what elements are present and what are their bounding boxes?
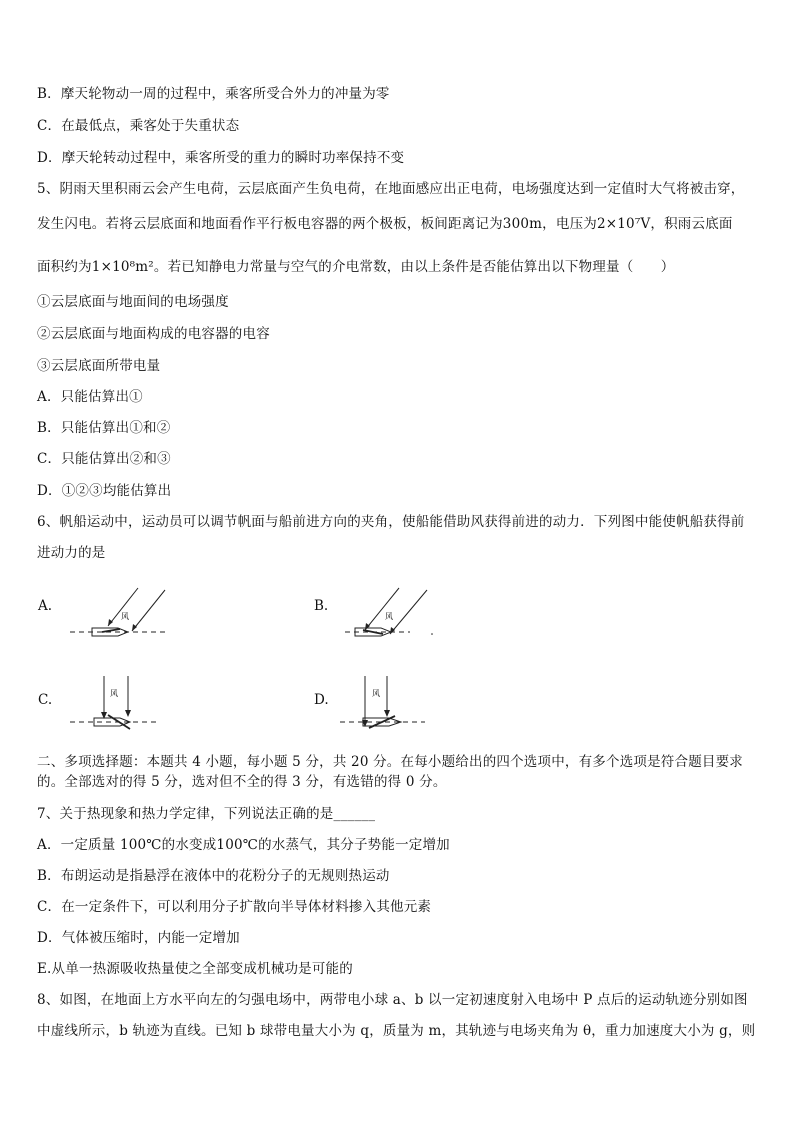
- fig-a-wind-label: 风: [121, 612, 129, 621]
- section-2-header: 二、多项选择题：本题共 4 小题，每小题 5 分，共 20 分。在每小题给出的四个选项中，有多个选项是符合题目要求的。全部选对的得 5 分，选对但不全的得 3 分，有选错的得 0 分。: [37, 754, 744, 790]
- q7-option-a: A．一定质量 100℃的水变成100℃的水蒸气，其分子势能一定增加: [37, 837, 450, 853]
- q7-option-e: E.从单一热源吸收热量使之全部变成机械功是可能的: [37, 961, 353, 977]
- q5-item-1: ①云层底面与地面间的电场强度: [37, 294, 229, 310]
- q6-stem-line1: 6、帆船运动中，运动员可以调节帆面与船前进方向的夹角，使船能借助风获得前进的动力．下列图中能使帆船获得前: [37, 514, 745, 530]
- q7-option-b: B．布朗运动是指悬浮在液体中的花粉分子的无规则热运动: [37, 868, 390, 884]
- q5-item-3: ③云层底面所带电量: [37, 358, 161, 374]
- fig-b-wind-label: 风: [385, 612, 393, 621]
- sail-figure-c: [60, 672, 170, 734]
- q5-option-b: B．只能估算出①和②: [37, 420, 171, 436]
- q5-stem-line3: 面积约为1×10⁸m²。若已知静电力常量与空气的介电常数，由以上条件是否能估算出以下物理量（ ）: [37, 259, 675, 275]
- fig-c-letter: C.: [38, 692, 53, 708]
- fig-d-wind-label: 风: [372, 689, 380, 698]
- fig-b-letter: B.: [314, 598, 329, 614]
- q5-option-d: D．①②③均能估算出: [37, 483, 172, 499]
- q5-option-c: C．只能估算出②和③: [37, 451, 171, 467]
- q5-option-a: A．只能估算出①: [37, 389, 143, 405]
- q5-stem-line2: 发生闪电。若将云层底面和地面看作平行板电容器的两个极板，板间距离记为300m，电压为2×10⁷V，积雨云底面: [37, 216, 733, 232]
- q7-stem: 7、关于热现象和热力学定律，下列说法正确的是______: [37, 806, 376, 822]
- q8-stem-line1: 8、如图，在地面上方水平向左的匀强电场中，两带电小球 a、b 以一定初速度射入电场中 P 点后的运动轨迹分别如图: [37, 992, 748, 1008]
- q4-option-d: D．摩天轮转动过程中，乘客所受的重力的瞬时功率保持不变: [37, 150, 405, 166]
- sail-figure-d: [335, 672, 445, 734]
- q4-option-c: C．在最低点，乘客处于失重状态: [37, 118, 240, 134]
- sail-figure-a: [60, 584, 180, 646]
- q8-stem-line2: 中虚线所示，b 轨迹为直线。已知 b 球带电量大小为 q，质量为 m，其轨迹与电场夹角为 θ，重力加速度大小为 g，则: [37, 1023, 756, 1039]
- q5-item-2: ②云层底面与地面构成的电容器的电容: [37, 326, 270, 342]
- q7-option-c: C．在一定条件下，可以利用分子扩散向半导体材料掺入其他元素: [37, 899, 432, 915]
- q5-stem-line1: 5、阴雨天里积雨云会产生电荷，云层底面产生负电荷，在地面感应出正电荷，电场强度达到一定值时大气将被击穿，: [37, 181, 745, 197]
- q4-option-b: B．摩天轮物动一周的过程中，乘客所受合外力的冲量为零: [37, 86, 390, 102]
- fig-a-letter: A.: [38, 598, 53, 614]
- sail-figure-b: [335, 584, 445, 646]
- q6-stem-line2: 进动力的是: [37, 545, 106, 561]
- fig-c-wind-label: 风: [110, 689, 118, 698]
- fig-d-letter: D.: [314, 692, 329, 708]
- q7-option-d: D．气体被压缩时，内能一定增加: [37, 930, 240, 946]
